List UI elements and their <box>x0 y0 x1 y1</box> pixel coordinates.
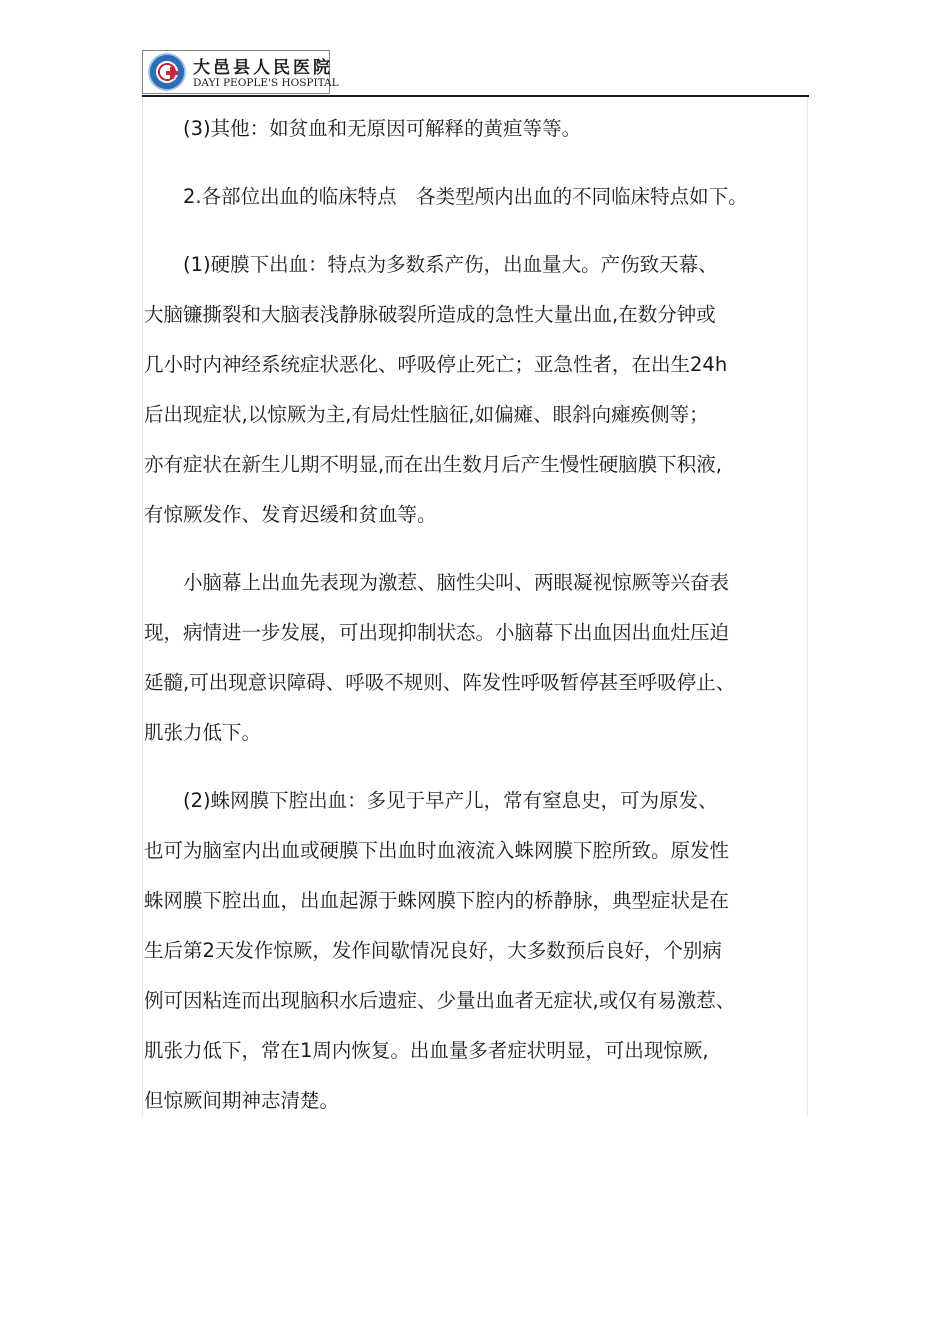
paragraph-other-signs <box>144 104 824 154</box>
hospital-logo <box>142 50 339 94</box>
text-line: (3)其他：如贫血和无原因可解释的黄疸等等。 <box>183 117 582 140</box>
logo-chinese-name: 大邑县人民医院 <box>193 58 333 78</box>
paragraph-tentorial-hemorrhage <box>144 558 824 758</box>
text-line: 生后第2天发作惊厥，发作间歇情况良好，大多数预后良好，个别病 <box>144 939 722 962</box>
text-line: 蛛网膜下腔出血，出血起源于蛛网膜下腔内的桥静脉，典型症状是在 <box>144 889 730 912</box>
document-body <box>144 104 824 1144</box>
text-line: 有惊厥发作、发育迟缓和贫血等。 <box>144 503 437 526</box>
text-line: 现，病情进一步发展，可出现抑制状态。小脑幕下出血因出血灶压迫 <box>144 621 730 644</box>
text-line: 肌张力低下，常在1周内恢复。出血量多者症状明显，可出现惊厥, <box>144 1039 709 1062</box>
red-cross-icon <box>164 65 180 81</box>
text-line: 小脑幕上出血先表现为激惹、脑性尖叫、两眼凝视惊厥等兴奋表 <box>183 571 730 594</box>
text-line: 几小时内神经系统症状恶化、呼吸停止死亡；亚急性者，在出生24h <box>144 353 728 376</box>
paragraph-subarachnoid-hemorrhage <box>144 776 824 1126</box>
text-line: 肌张力低下。 <box>144 721 262 744</box>
text-line: (2)蛛网膜下腔出血：多见于早产儿，常有窒息史，可为原发、 <box>183 789 718 812</box>
text-line: 大脑镰撕裂和大脑表浅静脉破裂所造成的急性大量出血,在数分钟或 <box>144 303 716 326</box>
text-line: 但惊厥间期神志清楚。 <box>144 1089 340 1112</box>
text-line: (1)硬膜下出血：特点为多数系产伤，出血量大。产伤致天幕、 <box>183 253 718 276</box>
text-line: 2.各部位出血的临床特点 各类型颅内出血的不同临床特点如下。 <box>183 185 748 208</box>
text-line: 也可为脑室内出血或硬膜下出血时血液流入蛛网膜下腔所致。原发性 <box>144 839 730 862</box>
paragraph-subdural-hemorrhage <box>144 240 824 540</box>
hospital-emblem-icon <box>148 53 186 91</box>
text-line: 例可因粘连而出现脑积水后遗症、少量出血者无症状,或仅有易激惹、 <box>144 989 736 1012</box>
header-divider <box>142 95 809 97</box>
paragraph-section-heading <box>144 172 824 222</box>
text-line: 延髓,可出现意识障碍、呼吸不规则、阵发性呼吸暂停甚至呼吸停止、 <box>144 671 736 694</box>
text-line: 后出现症状,以惊厥为主,有局灶性脑征,如偏瘫、眼斜向瘫痪侧等； <box>144 403 709 426</box>
logo-english-name: DAYI PEOPLE'S HOSPITAL <box>193 77 339 89</box>
text-line: 亦有症状在新生儿期不明显,而在出生数月后产生慢性硬脑膜下积液, <box>144 453 722 476</box>
